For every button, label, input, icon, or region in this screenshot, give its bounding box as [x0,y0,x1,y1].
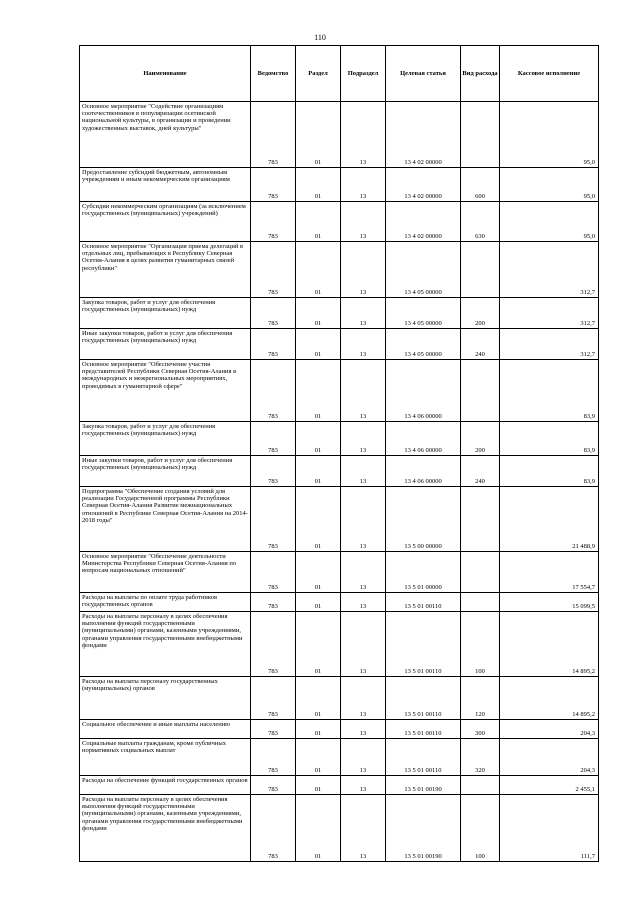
row-target-article: 13 4 02 00000 [386,202,461,242]
row-name: Расходы на обеспечение функций государственных органов [80,776,251,795]
row-subsection: 13 [341,168,386,202]
row-target-article: 13 4 06 00000 [386,456,461,487]
table-row [80,242,599,298]
row-name: Расходы на выплаты персоналу в целях обеспечения выполнения функций государственными (муниципальными) органами, казенными учреждениями, органами управления государственными внебюджетными фондами [80,795,251,862]
table-row [80,329,599,360]
row-section: 01 [296,776,341,795]
row-expense-type: 120 [461,677,500,720]
table-row [80,102,599,168]
row-department: 783 [251,593,296,612]
header-expense-type: Вид расхода [461,46,500,102]
table-row [80,487,599,552]
row-section: 01 [296,360,341,422]
row-expense-type [461,360,500,422]
row-target-article: 13 5 01 00000 [386,552,461,593]
row-section: 01 [296,795,341,862]
row-section: 01 [296,739,341,776]
row-name: Предоставление субсидий бюджетным, автономным учреждениям и иным некоммерческим организациям [80,168,251,202]
row-target-article: 13 5 00 00000 [386,487,461,552]
row-department: 783 [251,298,296,329]
row-department: 783 [251,487,296,552]
row-subsection: 13 [341,422,386,456]
row-subsection: 13 [341,795,386,862]
row-subsection: 13 [341,552,386,593]
row-amount: 95,0 [500,202,599,242]
row-section: 01 [296,242,341,298]
table-row [80,612,599,677]
row-target-article: 13 4 05 00000 [386,298,461,329]
row-department: 783 [251,422,296,456]
row-name: Расходы на выплаты персоналу в целях обеспечения выполнения функций государственными (муниципальными) органами, казенными учреждениями, органами управления государственными внебюджетными фондами [80,612,251,677]
row-expense-type [461,242,500,298]
row-department: 783 [251,677,296,720]
row-section: 01 [296,593,341,612]
row-subsection: 13 [341,776,386,795]
row-amount: 83,9 [500,422,599,456]
row-name: Расходы на выплаты персоналу государственных (муниципальных) органов [80,677,251,720]
row-section: 01 [296,298,341,329]
row-expense-type: 100 [461,795,500,862]
row-department: 783 [251,612,296,677]
row-target-article: 13 4 06 00000 [386,360,461,422]
row-subsection: 13 [341,298,386,329]
row-subsection: 13 [341,202,386,242]
row-name: Иные закупки товаров, работ и услуг для обеспечения государственных (муниципальных) нужд [80,456,251,487]
row-expense-type: 240 [461,329,500,360]
row-target-article: 13 4 02 00000 [386,168,461,202]
header-execution: Кассовое исполнение [500,46,599,102]
table-row [80,552,599,593]
budget-execution-table [79,45,599,862]
row-expense-type: 240 [461,456,500,487]
row-name: Подпрограмма "Обеспечение создания условий для реализации Государственной программы Республики Северная Осетия-Алания Развитие межнациональных отношений в Республике Северная Осетия-Алания на 2014-2018 годы" [80,487,251,552]
table-row [80,360,599,422]
row-target-article: 13 4 02 00000 [386,102,461,168]
row-name: Основное мероприятие "Содействие организациям соотечественников в популяризации осетинской национальной культуры, в организации и проведении художественных выставок, дней культуры" [80,102,251,168]
row-section: 01 [296,612,341,677]
row-section: 01 [296,456,341,487]
row-target-article: 13 5 01 00190 [386,795,461,862]
row-target-article: 13 4 05 00000 [386,329,461,360]
row-name: Социальное обеспечение и иные выплаты населению [80,720,251,739]
row-amount: 111,7 [500,795,599,862]
header-name: Наименование [80,46,251,102]
row-name: Социальные выплаты гражданам, кроме публичных нормативных социальных выплат [80,739,251,776]
row-subsection: 13 [341,593,386,612]
table-row [80,795,599,862]
row-department: 783 [251,102,296,168]
header-section: Раздел [296,46,341,102]
row-department: 783 [251,739,296,776]
row-target-article: 13 4 06 00000 [386,422,461,456]
row-subsection: 13 [341,677,386,720]
row-department: 783 [251,720,296,739]
row-subsection: 13 [341,720,386,739]
row-expense-type: 600 [461,168,500,202]
page-number: 110 [314,33,326,42]
row-expense-type [461,776,500,795]
row-amount: 15 099,5 [500,593,599,612]
row-expense-type: 200 [461,298,500,329]
table-row [80,168,599,202]
table-row [80,739,599,776]
row-name: Закупка товаров, работ и услуг для обеспечения государственных (муниципальных) нужд [80,298,251,329]
table-row [80,422,599,456]
row-department: 783 [251,456,296,487]
row-amount: 312,7 [500,298,599,329]
table-row [80,202,599,242]
table-body [80,102,599,862]
row-subsection: 13 [341,612,386,677]
row-target-article: 13 5 01 00110 [386,677,461,720]
row-amount: 14 895,2 [500,612,599,677]
table-row [80,677,599,720]
row-subsection: 13 [341,739,386,776]
row-department: 783 [251,329,296,360]
header-subsection: Подраздел [341,46,386,102]
row-section: 01 [296,102,341,168]
row-name: Субсидии некоммерческим организациям (за исключением государственных (муниципальных) учреждений) [80,202,251,242]
row-department: 783 [251,795,296,862]
table-header-row [80,46,599,102]
table-row [80,720,599,739]
row-amount: 95,0 [500,102,599,168]
row-department: 783 [251,552,296,593]
header-target-article: Целевая статья [386,46,461,102]
row-target-article: 13 5 01 00190 [386,776,461,795]
row-amount: 95,0 [500,168,599,202]
row-subsection: 13 [341,102,386,168]
row-section: 01 [296,677,341,720]
header-department: Ведомство [251,46,296,102]
row-section: 01 [296,487,341,552]
row-section: 01 [296,720,341,739]
row-name: Расходы на выплаты по оплате труда работников государственных органов [80,593,251,612]
row-subsection: 13 [341,360,386,422]
row-section: 01 [296,329,341,360]
row-expense-type: 200 [461,422,500,456]
row-amount: 312,7 [500,329,599,360]
row-amount: 14 895,2 [500,677,599,720]
row-section: 01 [296,202,341,242]
row-department: 783 [251,168,296,202]
row-expense-type: 630 [461,202,500,242]
row-subsection: 13 [341,456,386,487]
row-amount: 17 554,7 [500,552,599,593]
row-amount: 2 455,1 [500,776,599,795]
row-expense-type [461,552,500,593]
row-section: 01 [296,422,341,456]
row-amount: 21 488,9 [500,487,599,552]
table-row [80,593,599,612]
row-target-article: 13 5 01 00110 [386,612,461,677]
row-department: 783 [251,776,296,795]
row-name: Основное мероприятие "Организация приема делегаций в отдельных лиц, пребывающих в Республику Северная Осетия-Алания в целях развития гуманитарных связей республики" [80,242,251,298]
row-subsection: 13 [341,242,386,298]
row-target-article: 13 5 01 00110 [386,593,461,612]
row-amount: 83,9 [500,456,599,487]
row-expense-type [461,102,500,168]
row-subsection: 13 [341,329,386,360]
row-expense-type: 100 [461,612,500,677]
row-subsection: 13 [341,487,386,552]
table-row [80,456,599,487]
row-amount: 204,3 [500,720,599,739]
row-target-article: 13 5 01 00110 [386,739,461,776]
row-expense-type [461,487,500,552]
table-row [80,776,599,795]
row-section: 01 [296,552,341,593]
row-expense-type [461,593,500,612]
row-target-article: 13 5 01 00110 [386,720,461,739]
row-amount: 83,9 [500,360,599,422]
table-row [80,298,599,329]
row-department: 783 [251,202,296,242]
row-amount: 204,3 [500,739,599,776]
row-department: 783 [251,360,296,422]
row-expense-type: 320 [461,739,500,776]
row-name: Основное мероприятие "Обеспечение деятельности Министерства Республики Северная Осетия-Алания по вопросам национальных отношений" [80,552,251,593]
row-name: Основное мероприятие "Обеспечение участия представителей Республики Северная Осетия-Алания в международных и межрегиональных мероприятиях, проводимых в гуманитарной сфере" [80,360,251,422]
row-amount: 312,7 [500,242,599,298]
row-target-article: 13 4 05 00000 [386,242,461,298]
row-expense-type: 300 [461,720,500,739]
row-name: Закупка товаров, работ и услуг для обеспечения государственных (муниципальных) нужд [80,422,251,456]
row-department: 783 [251,242,296,298]
row-name: Иные закупки товаров, работ и услуг для обеспечения государственных (муниципальных) нужд [80,329,251,360]
row-section: 01 [296,168,341,202]
